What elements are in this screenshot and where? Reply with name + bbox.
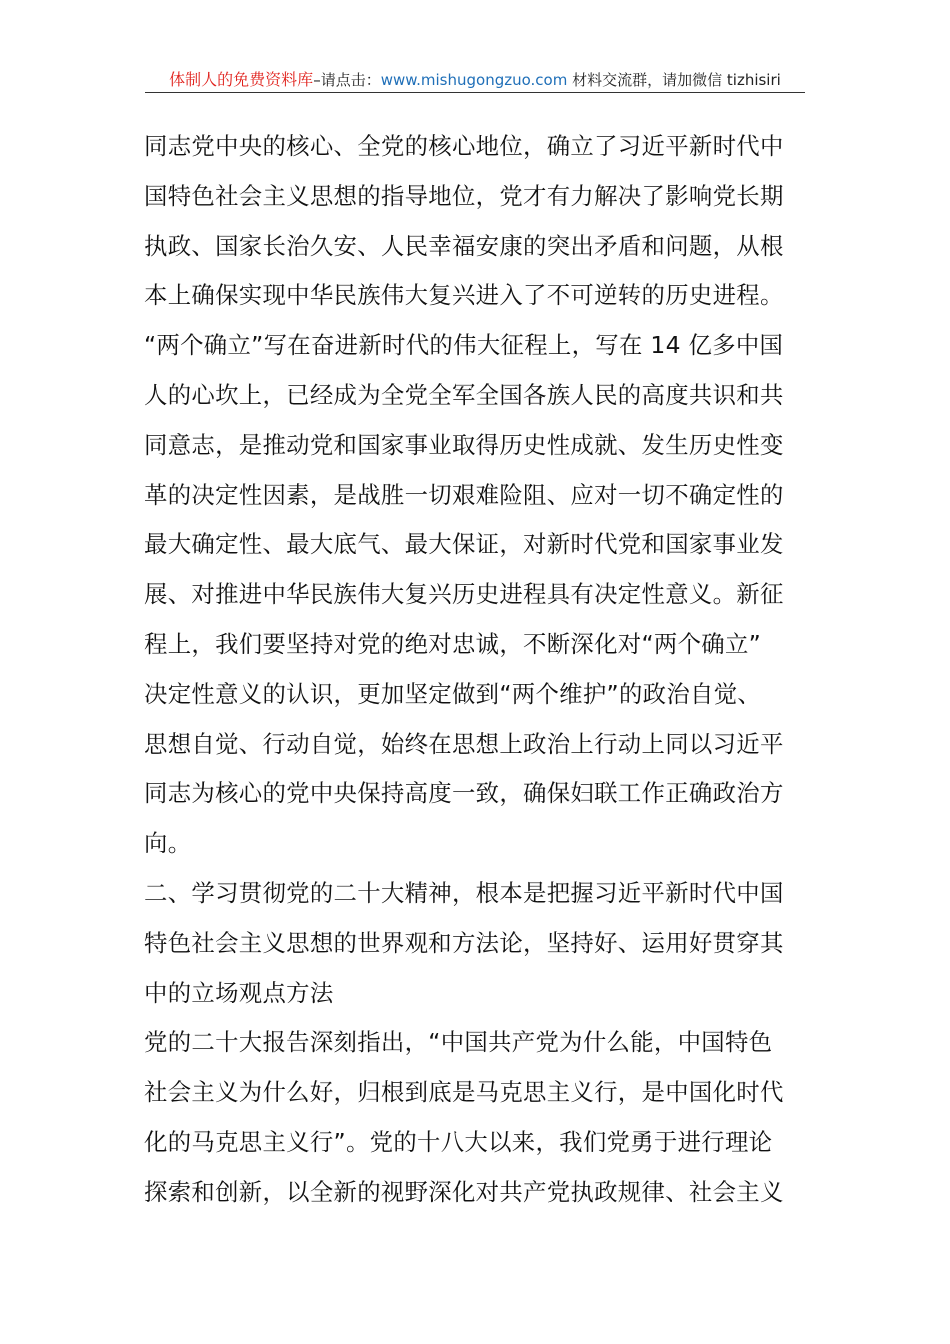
prompt-text: –请点击：: [313, 71, 381, 89]
text-line: 特色社会主义思想的世界观和方法论，坚持好、运用好贯穿其: [144, 928, 784, 957]
contact-text: 材料交流群，请加微信 tizhisiri: [572, 71, 781, 89]
text-line: 最大确定性、最大底气、最大保证，对新时代党和国家事业发: [144, 530, 784, 559]
text-line: 决定性意义的认识，更加坚定做到“两个维护”的政治自觉、: [144, 679, 762, 708]
text-line: 二、学习贯彻党的二十大精神，根本是把握习近平新时代中国: [144, 878, 784, 907]
text-line: 展、对推进中华民族伟大复兴历史进程具有决定性意义。新征: [144, 580, 784, 609]
document-body: [144, 126, 814, 1222]
brand-text: 体制人的免费资料库: [169, 70, 314, 89]
text-line: 本上确保实现中华民族伟大复兴进入了不可逆转的历史进程。: [144, 281, 784, 310]
page-header: [145, 70, 805, 93]
text-line: 同志党中央的核心、全党的核心地位，确立了习近平新时代中: [144, 132, 784, 160]
text-line: 化的马克思主义行”。党的十八大以来，我们党勇于进行理论: [144, 1127, 773, 1156]
text-line: 中的立场观点方法: [144, 978, 334, 1007]
text-line: 思想自觉、行动自觉，始终在思想上政治上行动上同以习近平: [144, 729, 784, 758]
text-line: 同意志，是推动党和国家事业取得历史性成就、发生历史性变: [144, 430, 784, 459]
text-line: 人的心坎上，已经成为全党全军全国各族人民的高度共识和共: [144, 380, 784, 409]
text-line: 向。: [144, 829, 192, 858]
text-line: 革的决定性因素，是战胜一切艰难险阻、应对一切不确定性的: [144, 480, 784, 509]
text-line: 社会主义为什么好，归根到底是马克思主义行，是中国化时代: [144, 1078, 784, 1107]
text-line: 探索和创新，以全新的视野深化对共产党执政规律、社会主义: [144, 1177, 784, 1206]
text-line: 同志为核心的党中央保持高度一致，确保妇联工作正确政治方: [144, 779, 784, 808]
text-line: 国特色社会主义思想的指导地位，党才有力解决了影响党长期: [144, 181, 784, 210]
text-line: 程上，我们要坚持对党的绝对忠诚，不断深化对“两个确立”: [144, 629, 762, 658]
text-line: 执政、国家长治久安、人民幸福安康的突出矛盾和问题，从根: [144, 231, 784, 260]
text-line: 党的二十大报告深刻指出，“中国共产党为什么能，中国特色: [144, 1028, 773, 1057]
text-line: “两个确立”写在奋进新时代的伟大征程上，写在 14 亿多中国: [144, 331, 784, 360]
website-link[interactable]: www.mishugongzuo.com: [380, 71, 568, 89]
